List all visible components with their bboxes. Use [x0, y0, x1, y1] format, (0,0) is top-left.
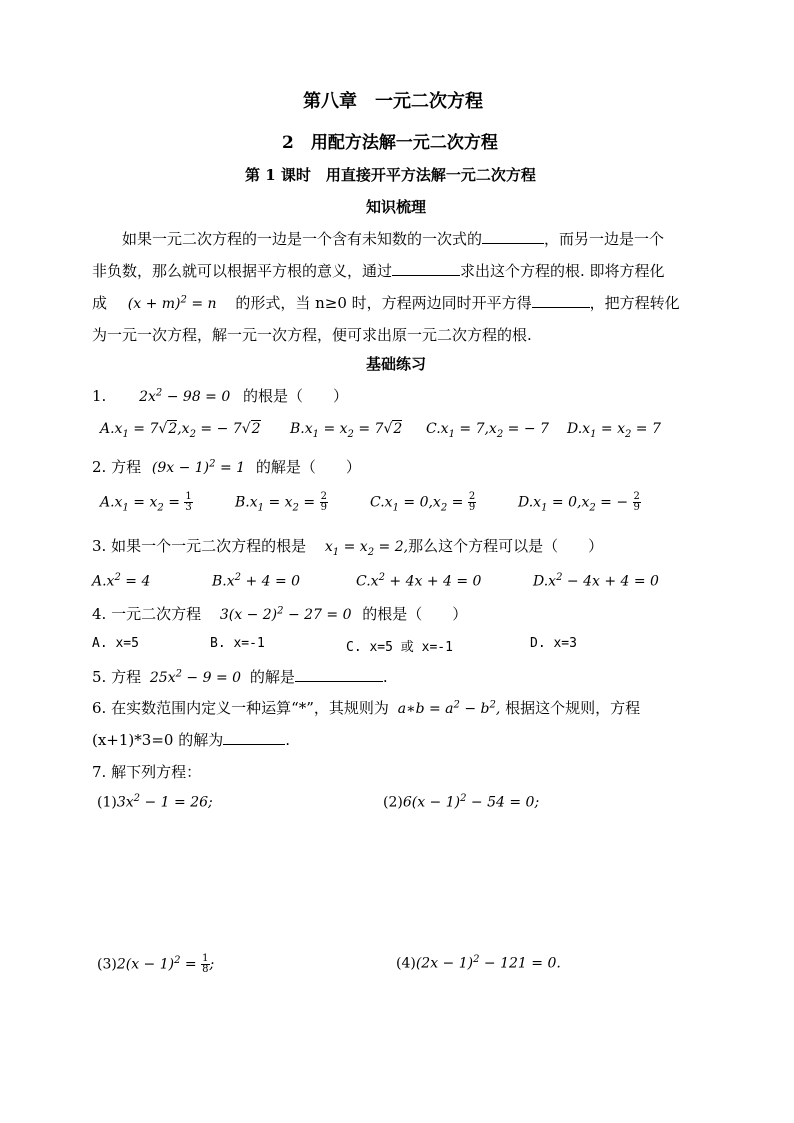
q3-option-d[interactable]: $D.x^2 - 4x + 4 = 0$ [533, 572, 659, 590]
q1-option-a[interactable]: $A.x_1 = 7√2,x_2$ = − 7√2 [100, 421, 261, 440]
question-text: 的根是（ ） [362, 605, 468, 623]
question-2 [92, 456, 361, 477]
q2-equation: $(9x - 1)^2 = 1$ [151, 458, 246, 476]
knowledge-line-3 [92, 292, 680, 313]
question-6-line-2 [92, 729, 290, 750]
q7-part-1: $(1)3x^2 - 1 = 26$; [97, 793, 213, 811]
q6-rule: a∗b = $a^2 - b^2$, [397, 699, 501, 717]
question-3 [92, 535, 603, 558]
formula-square-form: $(x + m)^2 = n$ [127, 294, 217, 312]
answer-blank[interactable] [532, 293, 590, 308]
q1-option-d[interactable]: $D.x_1 = x_2 = 7$ [567, 421, 661, 440]
knowledge-text: 非负数，那么就可以根据平方根的意义，通过 [92, 262, 393, 280]
q7-part-2: $(2)6(x - 1)^2 - 54 = 0$; [383, 793, 540, 811]
knowledge-heading: 知识梳理 [366, 198, 427, 216]
question-1 [92, 385, 348, 406]
q7-part-3: $(3)2(x - 1)^2$ = $\frac{1}{8}$ ; [97, 953, 215, 975]
knowledge-text: ，把方程转化 [589, 294, 680, 312]
question-text: 6. 在实数范围内定义一种运算“*”，其规则为 [92, 699, 389, 717]
q1-option-b[interactable]: $B.x_1 = x_2 = 7√2$ [290, 421, 403, 440]
answer-blank[interactable] [295, 667, 383, 682]
practice-heading: 基础练习 [366, 355, 427, 373]
question-text: 那么这个方程可以是（ ） [408, 537, 604, 555]
question-text: . [382, 668, 388, 686]
chapter-title: 第八章 一元二次方程 [303, 91, 483, 112]
q1-equation: $2x^2 - 98 = 0$ [139, 387, 231, 405]
part-label: (4) [396, 955, 416, 972]
knowledge-line-2 [92, 260, 665, 281]
answer-blank[interactable] [482, 229, 544, 244]
question-text: (x+1)*3=0 的解为 [92, 731, 224, 749]
q3-option-c[interactable]: $C.x^2 + 4x + 4 = 0$ [356, 572, 482, 590]
q4-option-a[interactable]: A. x=5 [92, 636, 139, 651]
q3-roots: $x_1 = x_2 = 2$, [324, 539, 409, 558]
question-text: 根据这个规则，方程 [505, 699, 641, 717]
question-4 [92, 603, 467, 624]
q2-option-d[interactable]: $D.x_1 = 0,x_2$ = − $\frac{2}{9}$ [518, 491, 640, 514]
part-label: (2) [383, 794, 403, 811]
question-number: 1. [92, 387, 107, 405]
question-text: 4. 一元二次方程 [92, 605, 202, 623]
question-number: 2. 方程 [92, 458, 142, 476]
q3-option-b[interactable]: $B.x^2 + 4 = 0$ [212, 572, 301, 590]
q7-part-4: $(4)(2x - 1)^2 - 121 = 0$. [396, 954, 561, 972]
answer-blank[interactable] [392, 261, 460, 276]
question-text: 的解是（ ） [255, 458, 361, 476]
knowledge-text: 成 [92, 294, 108, 312]
question-text: 的解是 [249, 668, 295, 686]
section-title: 2 用配方法解一元二次方程 [282, 133, 498, 153]
part-label: (1) [97, 794, 117, 811]
knowledge-text: 的形式，当 n≥0 时，方程两边同时开平方得 [235, 294, 532, 312]
q2-option-b[interactable]: $B.x_1 = x_2$ = $\frac{2}{9}$ [235, 491, 327, 514]
question-text: 的根是（ ） [243, 387, 349, 405]
question-6 [92, 697, 640, 718]
knowledge-line-1 [122, 228, 664, 249]
question-7: 7. 解下列方程： [92, 763, 202, 781]
q2-option-c[interactable]: $C.x_1 = 0,x_2$ = $\frac{2}{9}$ [370, 491, 476, 514]
q4-option-c[interactable]: C. x=5 或 x=-1 [346, 640, 453, 655]
q4-option-d[interactable]: D. x=3 [530, 636, 577, 651]
q4-option-b[interactable]: B. x=-1 [210, 636, 265, 651]
answer-blank[interactable] [223, 730, 285, 745]
knowledge-line-4: 为一元一次方程，解一元一次方程，便可求出原一元二次方程的根. [92, 326, 532, 344]
lesson-title: 第 1 课时 用直接开平方法解一元二次方程 [245, 166, 536, 184]
q3-option-a[interactable]: $A.x^2 = 4$ [92, 572, 151, 590]
knowledge-text: ，而另一边是一个 [544, 230, 665, 248]
q4-equation: $3(x - 2)^2 - 27 = 0$ [219, 605, 352, 623]
q1-option-c[interactable]: $C.x_1 = 7,x_2$ = − 7 [426, 421, 549, 440]
question-text: 5. 方程 [92, 668, 142, 686]
knowledge-text: 求出这个方程的根. 即将方程化 [460, 262, 665, 280]
question-5 [92, 666, 388, 687]
q2-option-a[interactable]: $A.x_1 = x_2$ = $\frac{1}{3}$ [100, 491, 192, 514]
part-label: (3) [97, 956, 117, 973]
knowledge-text: 如果一元二次方程的一边是一个含有未知数的一次式的 [122, 230, 483, 248]
question-text: . [285, 731, 290, 749]
question-text: 3. 如果一个一元二次方程的根是 [92, 537, 307, 555]
q5-equation: $25x^2 - 9 = 0$ [149, 668, 242, 686]
